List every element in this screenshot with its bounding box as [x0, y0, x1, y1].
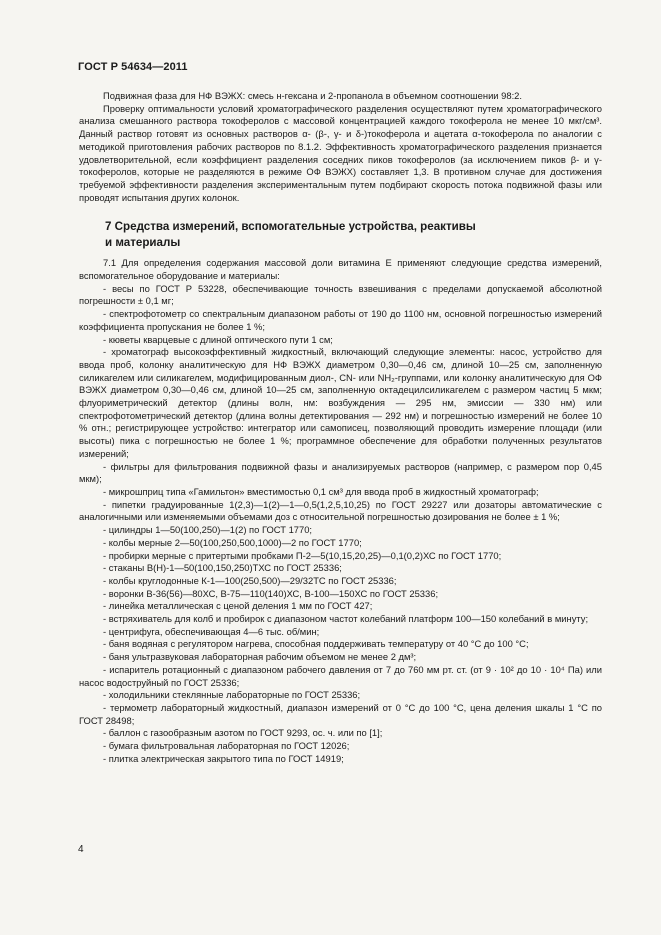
intro-paragraph: Проверку оптимальности условий хроматографического разделения осуществляют путем хроматографического анализа смешанного раствора токоферолов с массовой концентрацией каждого токоферола не менее 10 мкг/см³. Данный раствор готовят из основных растворов α- (β-, γ- и δ-)токоферола и ацетата α-токоферола по аналогии с методикой приготовления рабочих растворов по 8.1.2. Эффективность хроматографического разделения признается удовлетворительной, если коэффициент разделения соседних пиков токоферолов (за исключением пиков β- и γ-токоферолов, которые не разделяются в режиме ОФ ВЭЖХ) составляет 1,3. В противном случае для достижения требуемой эффективности разделения экспериментальным путем подбирают скорость потока подвижной фазы или проводят испытания других колонок. — [79, 102, 602, 203]
list-item: - спектрофотометр со спектральным диапазоном работы от 190 до 1100 нм, основной погрешностью измерений коэффициента пропускания не более 1 %; — [79, 308, 602, 332]
list-item: - бумага фильтровальная лабораторная по ГОСТ 12026; — [103, 740, 350, 752]
list-item: - микрошприц типа «Гамильтон» вместимостью 0,1 см³ для ввода проб в жидкостный хроматограф; — [103, 485, 539, 497]
page-number: 4 — [78, 844, 84, 855]
list-item: - фильтры для фильтрования подвижной фазы и анализируемых растворов (например, с размером пор 0,45 мкм); — [79, 460, 602, 485]
list-item: - пробирки мерные с притертыми пробками П-2—5(10,15,20,25)—0,1(0,2)ХС по ГОСТ 1770; — [103, 549, 502, 561]
list-item: - колбы мерные 2—50(100,250,500,1000)—2 по ГОСТ 1770; — [103, 536, 362, 548]
list-item: - линейка металлическая с ценой деления 1 мм по ГОСТ 427; — [103, 600, 373, 612]
section-heading — [105, 219, 602, 251]
list-item: - весы по ГОСТ Р 53228, обеспечивающие точность взвешивания с пределами допускаемой абсолютной погрешности ± 0,1 мг; — [79, 282, 602, 307]
list-item: - хроматограф высокоэффективный жидкостный, включающий следующие элементы: насос, устройство для ввода проб, колонку аналитическую для НФ ВЭЖХ диаметром 0,30—0,46 см, длиной 10—25 см, заполненную силикагелем или силикагелем, модифицированным диол-, CN- или NH₂-группами, или колонку аналитическую для ОФ ВЭЖХ диаметром 0,30—0,46 см, длиной 10—25 см, заполненную октадецилсиликагелем с размером частиц 5 мкм; флуориметрический детектор (длины волн, нм: возбуждения — 295 нм, эмиссии — 330 нм) или спектрофотометрический детектор (длина волны детектирования — 292 нм) и погрешностью измерений не более 10 % отн.; регистрирующее устройство: интегратор или самописец, позволяющий проводить измерение площади (или высоты) пика с погрешностью не более 1 %; программное обеспечение для обработки полученных результатов измерений; — [79, 346, 602, 459]
list-item: - баллон с газообразным азотом по ГОСТ 9293, ос. ч. или по [1]; — [103, 727, 383, 739]
list-item: - кюветы кварцевые с длиной оптического пути 1 см; — [103, 333, 333, 345]
section-title-line: 7 Средства измерений, вспомогательные устройства, реактивы — [105, 220, 476, 234]
list-item: - баня ультразвуковая лабораторная рабочим объемом не менее 2 дм³; — [103, 651, 417, 663]
section-paragraph: 7.1 Для определения содержания массовой доли витамина Е применяют следующие средства измерений, вспомогательное оборудование и материалы: — [79, 257, 602, 282]
list-item: - воронки В-36(56)—80ХС, В-75—110(140)ХС, В-100—150ХС по ГОСТ 25336; — [103, 587, 439, 599]
list-item: - центрифуга, обеспечивающая 4—6 тыс. об/мин; — [103, 625, 320, 637]
section-title-line: и материалы — [105, 236, 181, 250]
list-item: - встряхиватель для колб и пробирок с диапазоном частот колебаний платформ 100—150 колебаний в минуту; — [103, 613, 589, 625]
list-item: - цилиндры 1—50(100,250)—1(2) по ГОСТ 1770; — [103, 524, 313, 536]
list-item: - стаканы В(Н)-1—50(100,150,250)ТХС по ГОСТ 25336; — [103, 562, 342, 574]
document-body — [79, 90, 602, 765]
list-item: - пипетки градуированные 1(2,3)—1(2)—1—0,5(1,2,5,10,25) по ГОСТ 29227 или дозаторы автоматические с аналогичными или изменяемыми объемами доз с относительной погрешностью дозирования не более ± 1 %; — [79, 498, 602, 523]
intro-paragraph: Подвижная фаза для НФ ВЭЖХ: смесь н-гексана и 2-пропанола в объемном соотношении 98:2. — [103, 90, 522, 101]
list-item: - плитка электрическая закрытого типа по ГОСТ 14919; — [103, 752, 344, 764]
list-item: - термометр лабораторный жидкостный, диапазон измерений от 0 °С до 100 °С, цена деления шкалы 1 °С по ГОСТ 28498; — [79, 701, 602, 726]
list-item: - холодильники стеклянные лабораторные по ГОСТ 25336; — [103, 689, 361, 701]
list-item: - колбы круглодонные К-1—100(250,500)—29/32ТС по ГОСТ 25336; — [103, 574, 397, 586]
standard-header: ГОСТ Р 54634—2011 — [78, 61, 188, 73]
list-item: - испаритель ротационный с диапазоном рабочего давления от 7 до 760 мм рт. ст. (от 9 · 10² до 10 · 10⁴ Па) или насос водоструйный по ГОСТ 25336; — [79, 663, 602, 688]
list-item: - баня водяная с регулятором нагрева, способная поддерживать температуру от 40 °С до 100 °С; — [103, 638, 529, 650]
